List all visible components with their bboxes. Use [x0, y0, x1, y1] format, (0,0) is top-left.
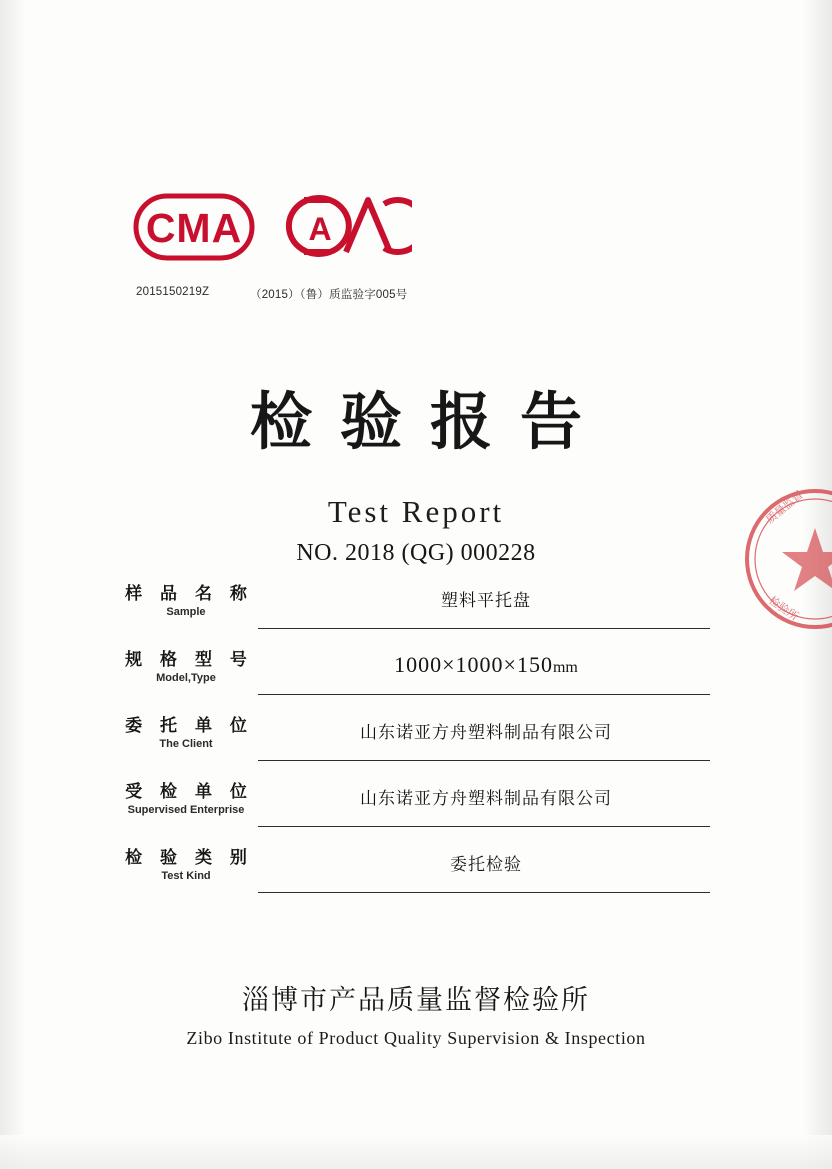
field-label-en: Test Kind: [161, 870, 211, 883]
field-row: [110, 710, 710, 776]
field-value: 委托检验: [450, 855, 522, 875]
institute-name-en: Zibo Institute of Product Quality Supervision & Inspection: [186, 1028, 646, 1048]
field-row: [110, 776, 710, 842]
svg-text:质量监督: 质量监督: [763, 488, 806, 527]
field-underline: [258, 760, 710, 761]
svg-text:CMA: CMA: [145, 205, 243, 251]
field-underline: [258, 892, 710, 893]
field-label: [110, 650, 262, 684]
cnas-code: （2015）（鲁）质监验字005号: [250, 289, 408, 301]
institute-name-cn: 淄博市产品质量监督检验所: [242, 985, 590, 1016]
field-value: 山东诺亚方舟塑料制品有限公司: [360, 723, 612, 743]
field-label-cn: 委 托 单 位: [125, 716, 253, 736]
field-row: [110, 644, 710, 710]
field-underline: [258, 694, 710, 695]
field-label: [110, 716, 262, 750]
cnas-logo-icon: [284, 188, 404, 254]
field-label-en: Sample: [166, 606, 206, 619]
cma-logo-icon: [132, 190, 256, 252]
field-label-cn: 检 验 类 别: [125, 848, 253, 868]
cma-code: 2015150219Z: [136, 286, 210, 298]
field-row: [110, 842, 710, 908]
field-label-cn: 规 格 型 号: [125, 650, 253, 670]
field-label-en: Supervised Enterprise: [127, 804, 245, 817]
field-label-cn: 受 检 单 位: [125, 782, 253, 802]
svg-text:检验所: 检验所: [766, 593, 801, 624]
field-value: [262, 652, 710, 678]
page-title-cn: 检验报告: [249, 385, 610, 458]
field-label: [110, 848, 262, 882]
field-label-cn: 样 品 名 称: [125, 584, 253, 604]
field-value-unit: mm: [552, 659, 578, 676]
report-field-list: [110, 578, 710, 908]
page-title-en: Test Report: [327, 494, 505, 529]
field-label-en: Model,Type: [156, 672, 216, 685]
field-value-number: 1000×1000×150: [394, 652, 553, 677]
report-number: NO. 2018 (QG) 000228: [296, 540, 536, 566]
field-value: 山东诺亚方舟塑料制品有限公司: [360, 789, 612, 809]
field-label-en: The Client: [159, 738, 213, 751]
field-label: [110, 782, 262, 816]
field-value: 塑料平托盘: [441, 591, 531, 611]
certification-marks: [132, 190, 432, 310]
svg-text:A: A: [308, 211, 332, 247]
field-underline: [258, 628, 710, 629]
field-row: [110, 578, 710, 644]
field-label: [110, 584, 262, 618]
field-underline: [258, 826, 710, 827]
paper-edge-bottom: [0, 1135, 832, 1169]
